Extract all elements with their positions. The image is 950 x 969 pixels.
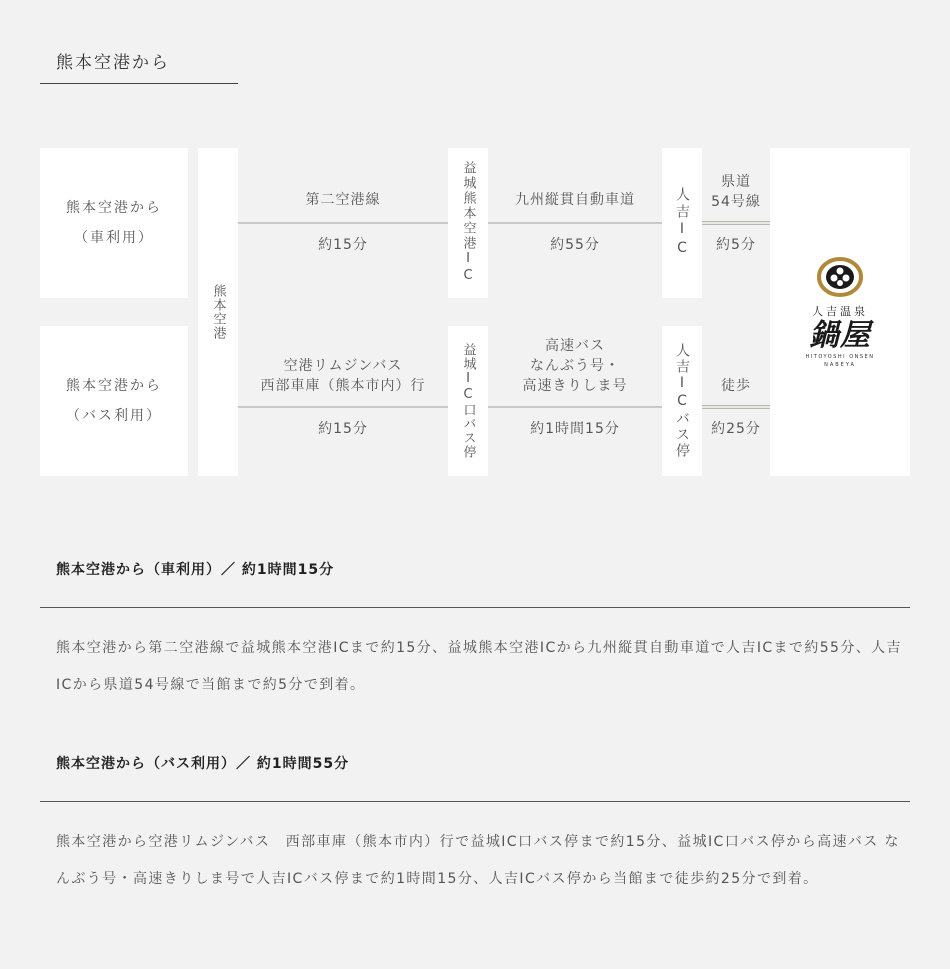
car-seg2-line	[488, 222, 662, 224]
logo-top-text: 人吉温泉	[812, 304, 868, 318]
bus-stop1-label: 益城IC口バス停	[460, 343, 476, 459]
logo-main-text: 鍋屋	[809, 317, 871, 353]
bus-seg2-time: 約1時間15分	[530, 421, 620, 437]
car-ic1-label: 益城熊本空港IC	[460, 161, 476, 285]
airport-label: 熊本空港	[210, 284, 226, 340]
car-section-rule	[40, 607, 910, 608]
family-crest-icon	[817, 257, 863, 297]
car-section-body: 熊本空港から第二空港線で益城熊本空港ICまで約15分、益城熊本空港ICから九州縦貫自動車道で人吉ICまで約55分、人吉ICから県道54号線で当館まで約5分で到着。	[56, 640, 902, 693]
logo-sub2-text: NABEYA	[824, 361, 856, 368]
car-seg3-name-line1: 県道	[721, 174, 751, 190]
bus-seg3-time: 約25分	[711, 421, 761, 437]
bus-seg3-name: 徒歩	[721, 378, 751, 394]
car-seg3-name-line2: 54号線	[711, 194, 761, 210]
car-seg1-time: 約15分	[318, 237, 368, 253]
bus-origin-line1: 熊本空港から	[66, 378, 162, 394]
car-seg2-time: 約55分	[550, 237, 600, 253]
bus-seg1-name	[238, 356, 448, 396]
bus-section-body: 熊本空港から空港リムジンバス 西部車庫（熊本市内）行で益城IC口バス停まで約15分、益城IC口バス停から高速バス なんぶう号・高速きりしま号で人吉ICバス停まで約1時間15分、人吉ICバス停から当館まで徒歩約25分で到着。	[56, 834, 900, 887]
bus-seg1-name-line1: 空港リムジンバス	[283, 358, 403, 374]
bus-section-heading: 熊本空港から（バス利用）／ 約1時間55分	[56, 756, 350, 772]
car-origin-box	[40, 148, 188, 298]
bus-stop2-box	[662, 326, 702, 476]
bus-seg2-name-line2: なんぶう号・	[530, 358, 620, 374]
car-ic2-box	[662, 148, 702, 298]
bus-seg2-name-line1: 高速バス	[545, 338, 605, 354]
car-seg3-line	[702, 221, 770, 225]
car-section-heading: 熊本空港から（車利用）／ 約1時間15分	[56, 562, 335, 578]
airport-box	[198, 148, 238, 476]
bus-seg1-line	[238, 406, 448, 408]
bus-section-rule	[40, 801, 910, 802]
bus-seg2-name-line3: 高速きりしま号	[522, 378, 628, 394]
bus-seg1-time: 約15分	[318, 421, 368, 437]
bus-seg2-line	[488, 406, 662, 408]
title-underline	[40, 83, 238, 84]
car-seg3-time: 約5分	[716, 237, 756, 253]
car-ic1-box	[448, 148, 488, 298]
logo-sub-text: HITOYOSHI ONSEN	[805, 353, 875, 360]
car-origin-line2: （車利用）	[74, 230, 154, 246]
bus-origin-line2: （バス利用）	[66, 408, 162, 424]
car-origin-line1: 熊本空港から	[66, 200, 162, 216]
car-seg1-name: 第二空港線	[305, 192, 381, 208]
bus-seg3-line	[702, 405, 770, 409]
page-title: 熊本空港から	[56, 53, 170, 73]
bus-stop1-box	[448, 326, 488, 476]
destination-logo-box	[770, 148, 910, 476]
bus-seg1-name-line2: 西部車庫（熊本市内）行	[260, 378, 426, 394]
bus-origin-box	[40, 326, 188, 476]
car-seg3-name	[702, 172, 770, 212]
car-seg1-line	[238, 222, 448, 224]
car-seg2-name: 九州縦貫自動車道	[515, 192, 635, 208]
car-ic2-label: 人吉IC	[674, 187, 690, 259]
bus-seg2-name	[488, 336, 662, 396]
bus-stop2-label: 人吉ICバス停	[674, 343, 690, 459]
